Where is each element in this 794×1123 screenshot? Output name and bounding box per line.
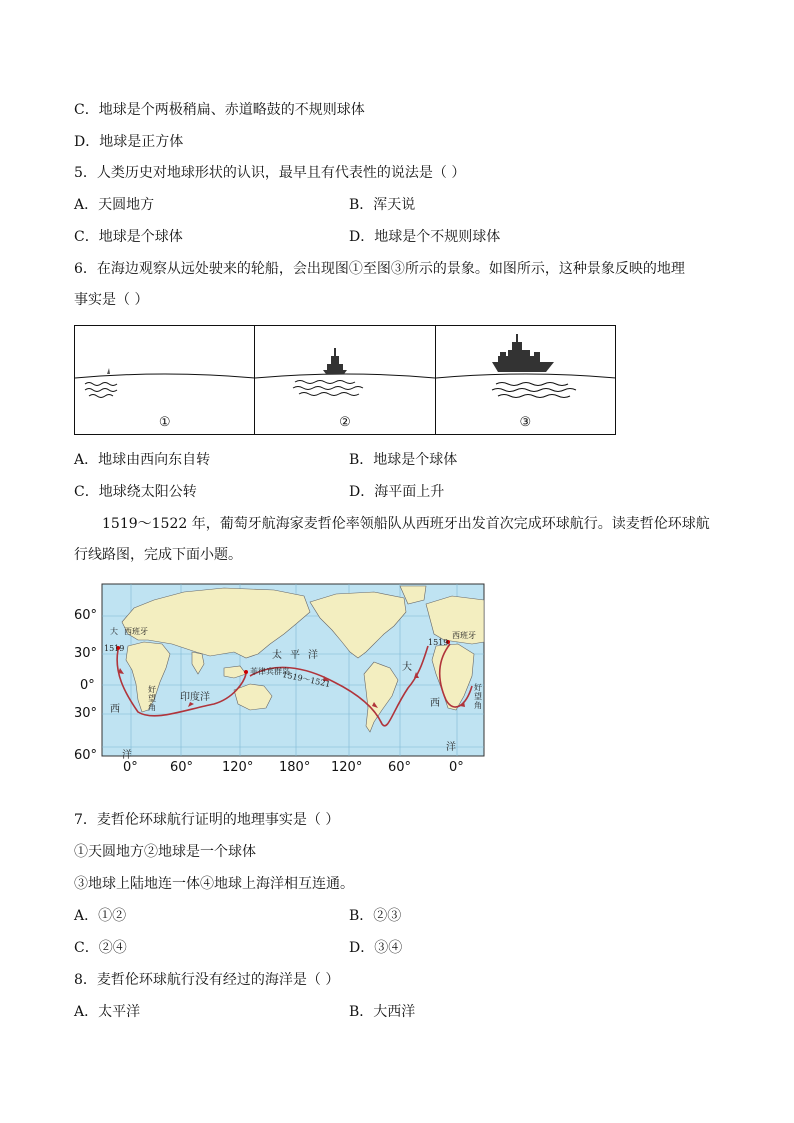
cape-left-3: 角	[148, 703, 156, 712]
atlantic-right-da: 大	[402, 662, 412, 673]
q5-stem: 5．人类历史对地球形状的认识，最早且有代表性的说法是（ ）	[74, 165, 466, 181]
panel-label-2: ②	[339, 415, 351, 430]
lon-label-60w: 60°	[388, 760, 412, 775]
ship-mast-tip-icon	[107, 368, 110, 374]
pacific-tai: 太	[272, 650, 282, 661]
magellan-route-map	[74, 582, 486, 778]
q6-stem-line1: 6．在海边观察从远处驶来的轮船，会出现图①至图③所示的景象。如图所示，这种景象反映的地理	[74, 261, 685, 277]
lon-label-60e: 60°	[170, 760, 194, 775]
q5-option-c: C．地球是个球体	[74, 229, 183, 245]
ship-panel-1	[75, 326, 255, 434]
q5-option-d: D．地球是个不规则球体	[349, 229, 501, 245]
atlantic-left-da: 大	[110, 627, 118, 636]
lat-label-30n: 30°	[74, 646, 98, 661]
year-label-left: 1519	[104, 644, 125, 653]
q7-option-b: B．②③	[349, 908, 402, 924]
passage-line1: 1519～1522 年，葡萄牙航海家麦哲伦率领船队从西班牙出发首次完成环球航行。读麦哲伦环球航	[102, 516, 710, 532]
q8-stem: 8．麦哲伦环球航行没有经过的海洋是（ ）	[74, 972, 340, 988]
atlantic-right-yang: 洋	[446, 742, 456, 753]
lon-label-120w: 120°	[331, 760, 363, 775]
lon-label-0-right: 0°	[449, 760, 464, 775]
indian-ocean-label: 印度洋	[180, 692, 210, 703]
ship-figure-strip	[74, 325, 616, 435]
q7-option-a: A．①②	[74, 908, 127, 924]
lat-label-60s: 60°	[74, 748, 98, 763]
passage-line2: 行线路图，完成下面小题。	[74, 547, 242, 563]
year-label-right: 1519	[428, 638, 449, 647]
spain-label-left: 西班牙	[124, 627, 148, 636]
pacific-ping: 平	[290, 650, 300, 661]
lat-label-0: 0°	[80, 678, 95, 693]
cape-right-1: 好	[474, 683, 482, 692]
world-map-graphic	[74, 582, 486, 778]
q6-option-a: A．地球由西向东自转	[74, 452, 211, 468]
ship-panel-3	[436, 326, 615, 434]
ship-full-icon	[492, 334, 554, 372]
panel-label-1: ①	[158, 415, 171, 430]
ship-upper-icon	[323, 348, 347, 374]
q8-option-b: B．大西洋	[349, 1004, 416, 1020]
cape-right-3: 角	[474, 701, 482, 710]
q7-items-line1: ①天圆地方②地球是一个球体	[74, 844, 256, 860]
q7-items-line2: ③地球上陆地连一体④地球上海洋相互连通。	[74, 876, 354, 892]
q4-option-d: D．地球是正方体	[74, 134, 184, 150]
philippines-marker	[244, 670, 248, 674]
q6-option-d: D．海平面上升	[349, 484, 445, 500]
spain-label-right: 西班牙	[452, 631, 476, 640]
q5-option-a: A．天圆地方	[74, 197, 155, 213]
cape-left-2: 望	[148, 694, 156, 703]
q7-option-d: D．③④	[349, 940, 403, 956]
q5-option-b: B．浑天说	[349, 197, 416, 213]
q4-option-c: C．地球是个两极稍扁、赤道略鼓的不规则球体	[74, 102, 365, 118]
q7-option-c: C．②④	[74, 940, 127, 956]
panel-label-3: ③	[519, 415, 532, 430]
lat-label-30s: 30°	[74, 706, 98, 721]
atlantic-right-xi: 西	[430, 698, 440, 709]
q6-option-c: C．地球绕太阳公转	[74, 484, 197, 500]
atlantic-left-xi: 西	[110, 704, 120, 715]
route-years-label: 1519～1521	[281, 670, 332, 689]
lon-label-0-left: 0°	[123, 760, 138, 775]
q6-stem-line2: 事实是（ ）	[74, 292, 149, 308]
q8-option-a: A．太平洋	[74, 1004, 141, 1020]
q7-stem: 7．麦哲伦环球航行证明的地理事实是（ ）	[74, 812, 340, 828]
q6-option-b: B．地球是个球体	[349, 452, 458, 468]
cape-left-1: 好	[148, 685, 156, 694]
ship-panel-2	[255, 326, 435, 434]
cape-right-2: 望	[474, 692, 482, 701]
philippines-label: 菲律宾群岛	[250, 667, 290, 676]
lon-label-180: 180°	[279, 760, 311, 775]
lat-label-60n: 60°	[74, 608, 98, 623]
pacific-yang: 洋	[308, 650, 318, 661]
lon-label-120e: 120°	[222, 760, 254, 775]
atlantic-left-yang: 洋	[122, 750, 132, 761]
